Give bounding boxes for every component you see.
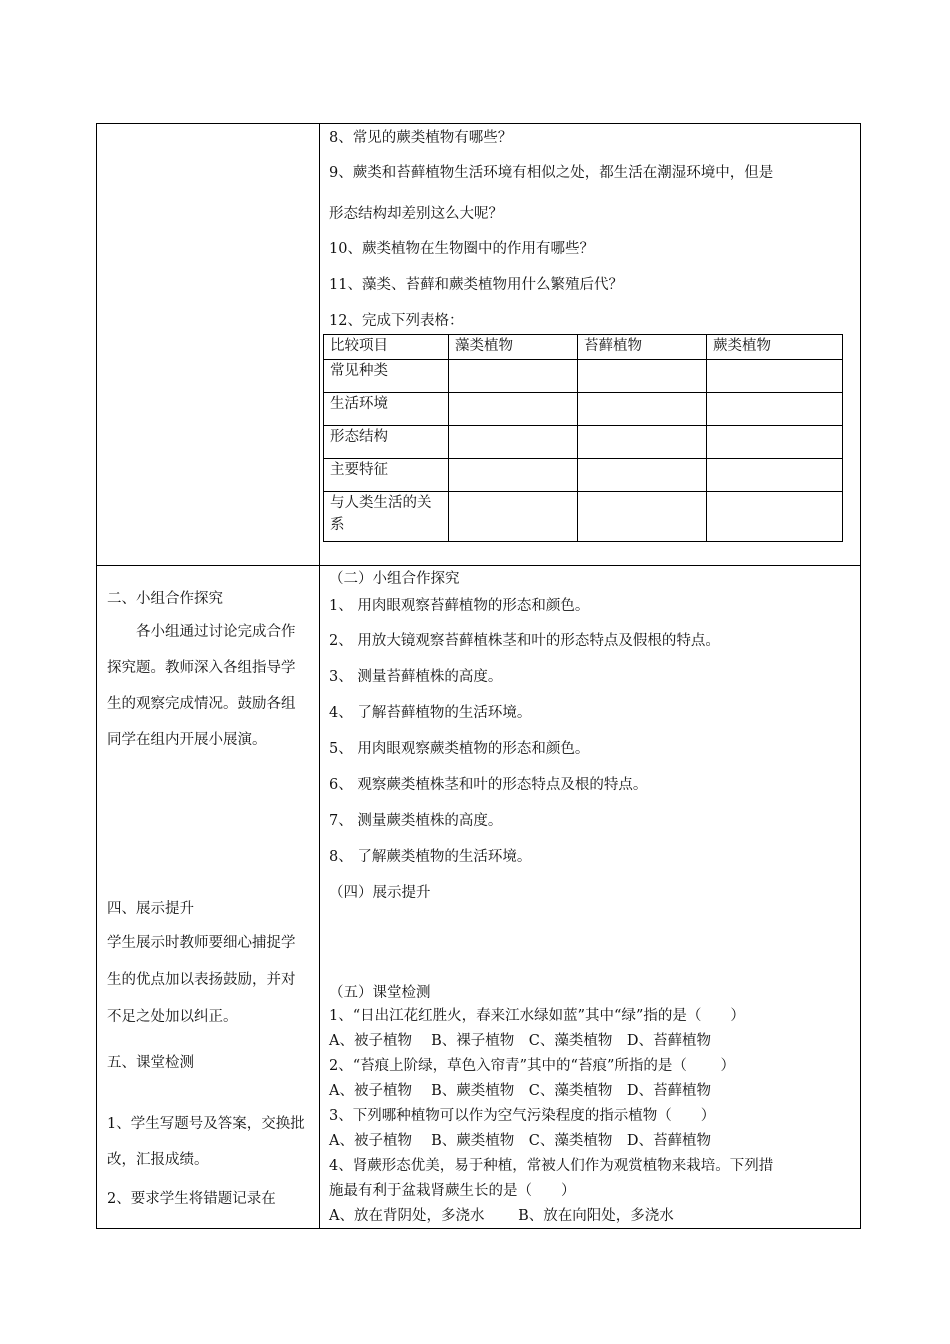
quiz-line: 2、“苔痕上阶绿，草色入帘青”其中的“苔痕”所指的是（ ） bbox=[329, 1058, 735, 1074]
quiz-line: A、被子植物 B、蕨类植物 C、藻类植物 D、苔藓植物 bbox=[329, 1133, 711, 1149]
table-cell bbox=[449, 459, 578, 492]
left-heading-2: 二、小组合作探究 bbox=[107, 591, 223, 607]
list-item: 3、 测量苔藓植株的高度。 bbox=[329, 669, 503, 685]
list-item: 1、 用肉眼观察苔藓植物的形态和颜色。 bbox=[329, 598, 590, 614]
header-cell: 比较项目 bbox=[324, 335, 449, 360]
section-4-title: （四）展示提升 bbox=[329, 885, 431, 901]
header-cell: 藻类植物 bbox=[449, 335, 578, 360]
question-11: 11、藻类、苔藓和蕨类植物用什么繁殖后代？ bbox=[329, 277, 623, 293]
quiz-line: 1、“日出江花红胜火，春来江水绿如蓝”其中“绿”指的是（ ） bbox=[329, 1008, 745, 1024]
table-row bbox=[324, 360, 843, 393]
table-cell bbox=[578, 393, 707, 426]
table-cell bbox=[707, 393, 843, 426]
left-paragraph-4: 学生展示时教师要细心捕捉学生的优点加以表扬鼓励，并对不足之处加以纠正。 bbox=[107, 935, 296, 1025]
table-cell bbox=[578, 492, 707, 542]
row-label: 与人类生活的关系 bbox=[324, 492, 449, 542]
left-paragraph-5a: 1、学生写题号及答案，交换批改，汇报成绩。 bbox=[107, 1116, 305, 1168]
left-heading-4: 四、展示提升 bbox=[107, 901, 194, 917]
table-cell bbox=[707, 360, 843, 393]
header-cell: 蕨类植物 bbox=[707, 335, 843, 360]
table-row bbox=[324, 393, 843, 426]
left-paragraph-5b: 2、要求学生将错题记录在 bbox=[107, 1191, 276, 1207]
list-item: 8、 了解蕨类植物的生活环境。 bbox=[329, 849, 532, 865]
section-5-title: （五）课堂检测 bbox=[329, 985, 431, 1001]
quiz-line: A、放在背阴处，多浇水 B、放在向阳处，多浇水 bbox=[329, 1208, 674, 1224]
list-item: 6、 观察蕨类植株茎和叶的形态特点及根的特点。 bbox=[329, 777, 648, 793]
question-9-line2: 形态结构却差别这么大呢？ bbox=[329, 206, 503, 222]
question-8: 8、常见的蕨类植物有哪些？ bbox=[329, 130, 513, 146]
table-cell bbox=[707, 459, 843, 492]
quiz-line: A、被子植物 B、蕨类植物 C、藻类植物 D、苔藓植物 bbox=[329, 1083, 711, 1099]
column-divider bbox=[319, 123, 320, 1229]
table-cell bbox=[578, 426, 707, 459]
table-cell bbox=[449, 426, 578, 459]
left-heading-5: 五、课堂检测 bbox=[107, 1055, 194, 1071]
table-cell bbox=[449, 360, 578, 393]
quiz-line: 3、下列哪种植物可以作为空气污染程度的指示植物（ ） bbox=[329, 1108, 716, 1124]
list-item: 4、 了解苔藓植物的生活环境。 bbox=[329, 705, 532, 721]
table-cell bbox=[578, 459, 707, 492]
list-item: 7、 测量蕨类植株的高度。 bbox=[329, 813, 503, 829]
left-paragraph-2: 各小组通过讨论完成合作探究题。教师深入各组指导学生的观察完成情况。鼓励各组同学在组内开展小展演。 bbox=[107, 624, 296, 748]
section-2-title: （二）小组合作探究 bbox=[329, 571, 460, 587]
question-12: 12、完成下列表格： bbox=[329, 313, 464, 329]
quiz-line: 施最有利于盆栽肾蕨生长的是（ ） bbox=[329, 1183, 576, 1199]
list-item: 2、 用放大镜观察苔藓植株茎和叶的形态特点及假根的特点。 bbox=[329, 633, 720, 649]
section-divider bbox=[96, 565, 861, 566]
table-header-row bbox=[324, 335, 843, 360]
quiz-line: A、被子植物 B、裸子植物 C、藻类植物 D、苔藓植物 bbox=[329, 1033, 711, 1049]
list-item: 5、 用肉眼观察蕨类植物的形态和颜色。 bbox=[329, 741, 590, 757]
row-label: 常见种类 bbox=[324, 360, 449, 393]
quiz-line: 4、肾蕨形态优美，易于种植，常被人们作为观赏植物来栽培。下列措 bbox=[329, 1158, 774, 1174]
table-cell bbox=[449, 492, 578, 542]
table-row bbox=[324, 459, 843, 492]
table-row bbox=[324, 492, 843, 542]
table-cell bbox=[449, 393, 578, 426]
header-cell: 苔藓植物 bbox=[578, 335, 707, 360]
question-10: 10、蕨类植物在生物圈中的作用有哪些？ bbox=[329, 241, 594, 257]
row-label: 形态结构 bbox=[324, 426, 449, 459]
row-label: 生活环境 bbox=[324, 393, 449, 426]
table-row bbox=[324, 426, 843, 459]
table-cell bbox=[707, 426, 843, 459]
table-cell bbox=[578, 360, 707, 393]
question-9-line1: 9、蕨类和苔藓植物生活环境有相似之处，都生活在潮湿环境中，但是 bbox=[329, 165, 774, 181]
row-label: 主要特征 bbox=[324, 459, 449, 492]
comparison-table bbox=[323, 334, 843, 542]
table-cell bbox=[707, 492, 843, 542]
